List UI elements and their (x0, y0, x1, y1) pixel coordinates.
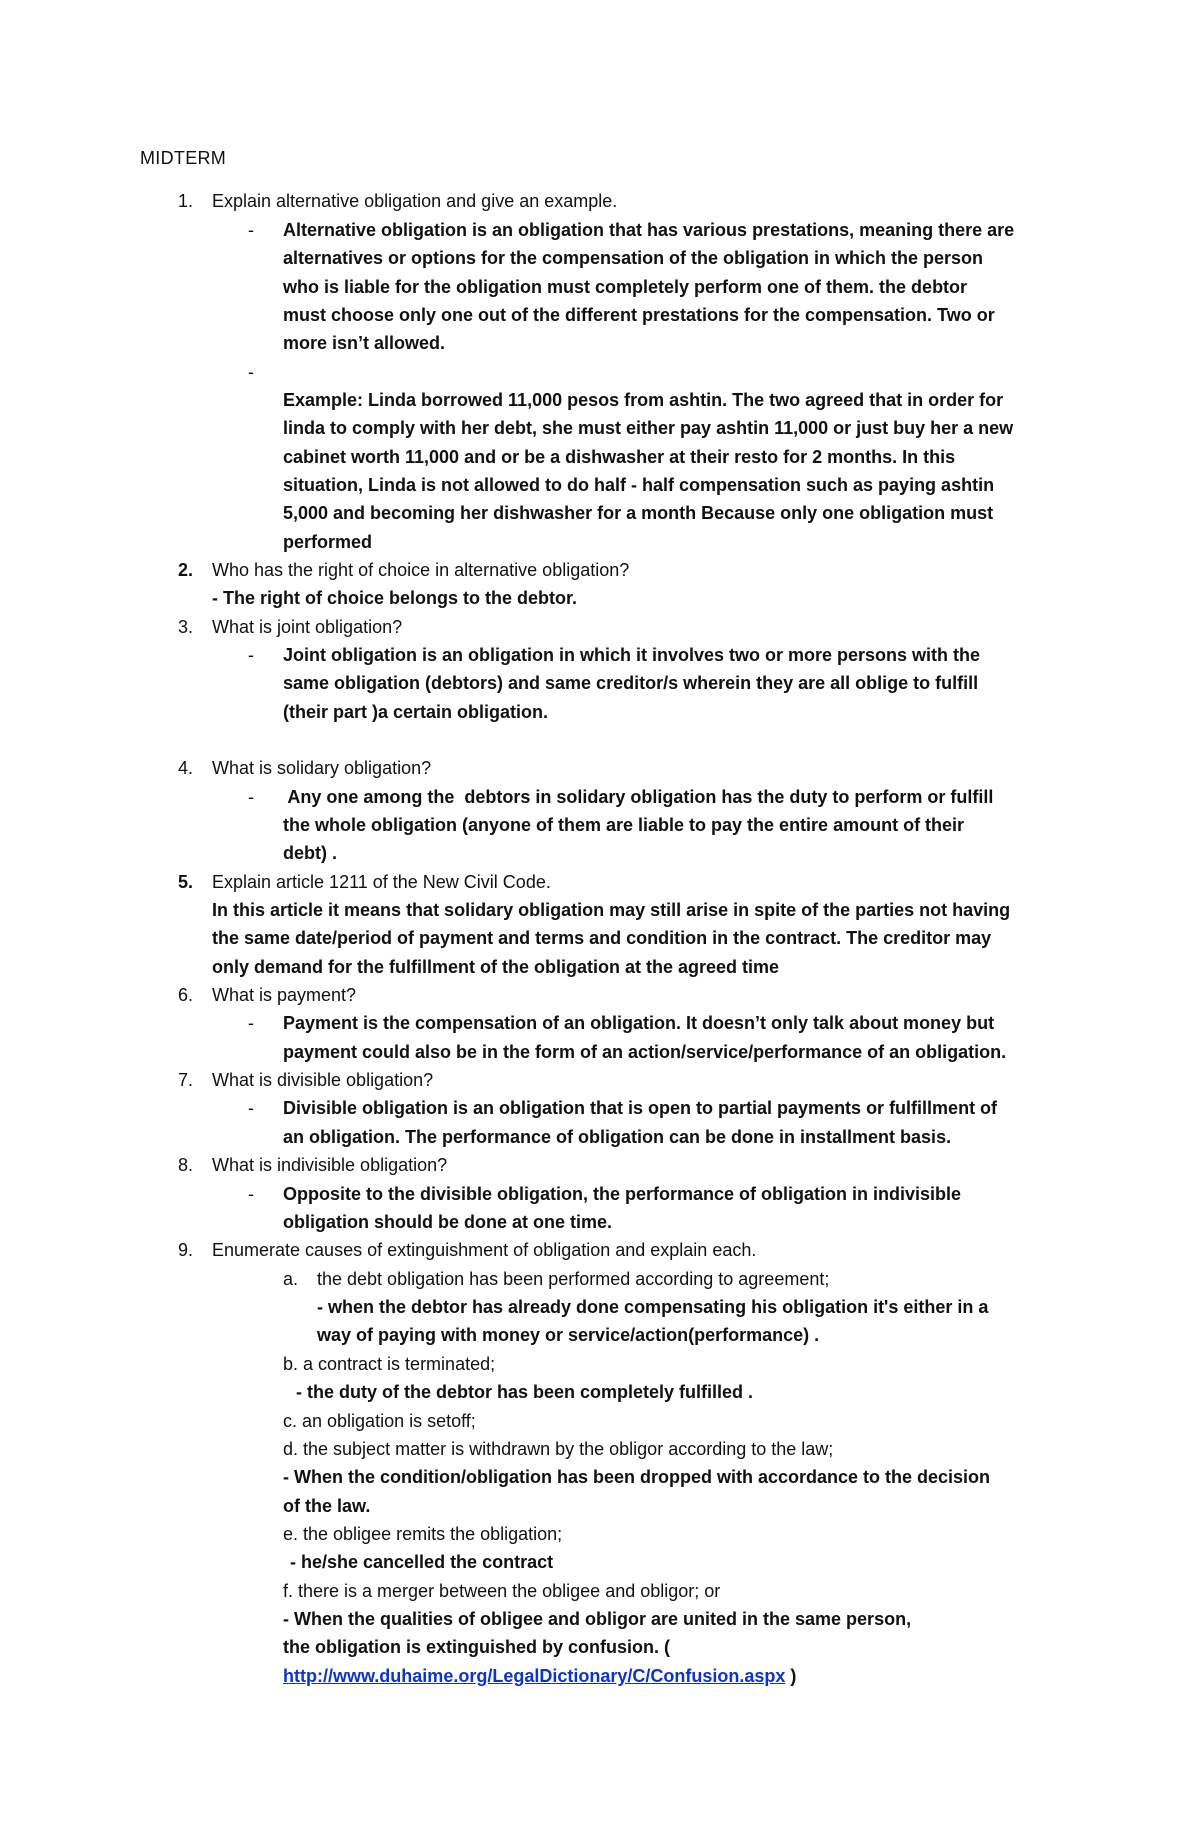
cause-b: b. a contract is terminated; (283, 1354, 496, 1374)
answer-line: Any one among the debtors in solidary obligation has the duty to perform or fulfill (283, 787, 994, 807)
question-number: 7. (178, 1070, 194, 1090)
question-text: What is indivisible obligation? (212, 1155, 448, 1175)
question-5 (178, 871, 551, 893)
answer-line: obligation should be done at one time. (283, 1212, 613, 1232)
question-text: Enumerate causes of extinguishment of obligation and explain each. (212, 1240, 757, 1260)
document-title: MIDTERM (140, 148, 227, 168)
bullet-dash: - (248, 1184, 254, 1204)
answer-line: the same date/period of payment and terms and condition in the contract. The creditor may (212, 928, 992, 948)
question-number: 5. (178, 872, 194, 892)
cause-explanation: - When the qualities of obligee and obligor are united in the same person, (283, 1609, 912, 1629)
bullet-dash: - (248, 1098, 254, 1118)
answer-line: same obligation (debtors) and same creditor/s wherein they are all oblige to fulfill (283, 673, 979, 693)
question-number: 2. (178, 560, 194, 580)
question-3 (178, 616, 402, 638)
answer-line: more isn’t allowed. (283, 333, 446, 353)
question-8 (178, 1154, 447, 1176)
question-number: 9. (178, 1240, 194, 1260)
bullet-dash: - (248, 362, 254, 382)
answer-line: Joint obligation is an obligation in which it involves two or more persons with the (283, 645, 981, 665)
question-2 (178, 559, 629, 581)
answer-line: only demand for the fulfillment of the obligation at the agreed time (212, 957, 780, 977)
answer-line: payment could also be in the form of an action/service/performance of an obligation. (283, 1042, 1007, 1062)
question-text: What is solidary obligation? (212, 758, 432, 778)
question-7 (178, 1069, 433, 1091)
answer-line: the whole obligation (anyone of them are liable to pay the entire amount of their (283, 815, 965, 835)
cause-explanation: the obligation is extinguished by confusion. ( (283, 1637, 671, 1657)
question-text: What is joint obligation? (212, 617, 403, 637)
question-1 (178, 190, 617, 212)
answer-line: Payment is the compensation of an obligation. It doesn’t only talk about money but (283, 1013, 995, 1033)
cause-explanation: - When the condition/obligation has been dropped with accordance to the decision (283, 1467, 991, 1487)
cause-explanation: - the duty of the debtor has been completely fulfilled . (296, 1382, 754, 1402)
question-9 (178, 1239, 756, 1261)
reference-close: ) (785, 1666, 797, 1686)
answer-line: an obligation. The performance of obligation can be done in installment basis. (283, 1127, 952, 1147)
example-line: Example: Linda borrowed 11,000 pesos from ashtin. The two agreed that in order for (283, 390, 1004, 410)
cause-text: the debt obligation has been performed according to agreement; (317, 1269, 830, 1289)
example-line: 5,000 and becoming her dishwasher for a month Because only one obligation must (283, 503, 994, 523)
cause-explanation: - he/she cancelled the contract (290, 1552, 554, 1572)
question-6 (178, 984, 356, 1006)
bullet-dash: - (248, 220, 254, 240)
reference-line (283, 1665, 796, 1687)
answer-line: Alternative obligation is an obligation that has various prestations, meaning there are (283, 220, 1015, 240)
answer-line: must choose only one out of the different prestations for the compensation. Two or (283, 305, 995, 325)
question-4 (178, 757, 431, 779)
question-text: What is divisible obligation? (212, 1070, 434, 1090)
reference-link[interactable]: http://www.duhaime.org/LegalDictionary/C/Confusion.aspx (283, 1666, 786, 1686)
bullet-dash: - (248, 1013, 254, 1033)
question-text: Explain article 1211 of the New Civil Code. (212, 872, 551, 892)
cause-e: e. the obligee remits the obligation; (283, 1524, 563, 1544)
bullet-dash: - (248, 787, 254, 807)
question-number: 3. (178, 617, 194, 637)
answer-line: - The right of choice belongs to the debtor. (212, 588, 578, 608)
example-line: situation, Linda is not allowed to do half - half compensation such as paying ashtin (283, 475, 995, 495)
answer-line: who is liable for the obligation must completely perform one of them. the debtor (283, 277, 968, 297)
question-text: What is payment? (212, 985, 357, 1005)
question-number: 1. (178, 191, 194, 211)
cause-letter: a. (283, 1269, 299, 1289)
answer-line: (their part )a certain obligation. (283, 702, 549, 722)
question-number: 6. (178, 985, 194, 1005)
question-text: Who has the right of choice in alternative obligation? (212, 560, 630, 580)
cause-c: c. an obligation is setoff; (283, 1411, 476, 1431)
cause-d: d. the subject matter is withdrawn by the obligor according to the law; (283, 1439, 834, 1459)
cause-explanation: way of paying with money or service/action(performance) . (317, 1325, 820, 1345)
cause-f: f. there is a merger between the obligee and obligor; or (283, 1581, 721, 1601)
cause-a (283, 1268, 829, 1290)
question-number: 4. (178, 758, 194, 778)
example-line: linda to comply with her debt, she must either pay ashtin 11,000 or just buy her a new (283, 418, 1014, 438)
answer-line: alternatives or options for the compensation of the obligation in which the person (283, 248, 984, 268)
answer-line: Opposite to the divisible obligation, the performance of obligation in indivisible (283, 1184, 962, 1204)
answer-line: In this article it means that solidary obligation may still arise in spite of the parties not having (212, 900, 1011, 920)
cause-explanation: of the law. (283, 1496, 371, 1516)
bullet-dash: - (248, 645, 254, 665)
answer-line: debt) . (283, 843, 337, 863)
question-text: Explain alternative obligation and give an example. (212, 191, 618, 211)
question-number: 8. (178, 1155, 194, 1175)
answer-line: Divisible obligation is an obligation that is open to partial payments or fulfillment of (283, 1098, 998, 1118)
cause-explanation: - when the debtor has already done compensating his obligation it's either in a (317, 1297, 989, 1317)
example-line: cabinet worth 11,000 and or be a dishwasher at their resto for 2 months. In this (283, 447, 956, 467)
example-line: performed (283, 532, 373, 552)
